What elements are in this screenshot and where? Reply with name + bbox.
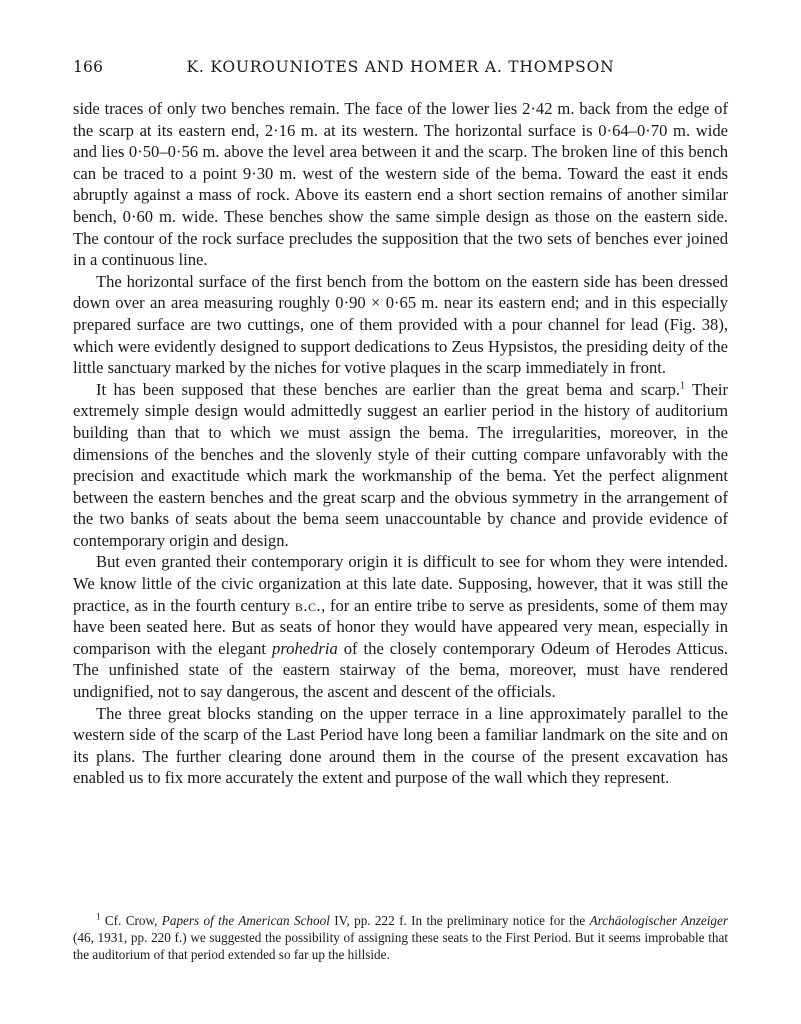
footnote-reference: 1 [680,380,686,392]
bc-abbreviation: b.c. [294,595,322,615]
footnote-text-c: (46, 1931, pp. 220 f.) we suggested the possibility of assigning these seats to the First Period. But it seems improbable that the auditorium of that period extended so far up the hillside. [73,930,728,963]
prohedria-term: prohedria [272,638,338,658]
paragraph-1: side traces of only two benches remain. The face of the lower lies 2·42 m. back from the edge of the scarp at its eastern end, 2·16 m. at its western. The horizontal surface is 0·64–0·70 m. wide and lies 0·50–0·56 m. above the level area between it and the scarp. The broken line of this bench can be traced to a point 9·30 m. west of the western side of the bema. Toward the east it ends abruptly against a mass of rock. Above its eastern end a short section remains of another similar bench, 0·60 m. wide. These benches show the same simple design as those on the eastern side. The contour of the rock surface precludes the supposition that the two sets of benches ever joined in a continuous line. [73,99,728,270]
footnote-mark: 1 [96,911,101,922]
footnote-title-2: Archäologischer Anzeiger [589,913,728,928]
paragraph-4 [73,551,728,702]
footnote-1 [73,912,728,964]
paragraph-4-part-a: But even granted their contemporary origin it is difficult to see for whom they were intended. We know little of the civic organization at this late date. Supposing, however, that it was still the practice, as in the fourth century [73,552,728,615]
paragraph-3-continued: Their extremely simple design would admittedly suggest an earlier period in the history of auditorium building than that to which we must assign the bema. The irregularities, moreover, in the dimensions of the benches and the slovenly style of their cutting compare unfavorably with the precision and exactitude which mark the workmanship of the bema. Yet the perfect alignment between the eastern benches and the great scarp and the obvious symmetry in the arrangement of the two banks of seats about the bema seem unaccountable by chance and provide evidence of contemporary origin and design. [73,379,728,550]
paragraph-3-text: It has been supposed that these benches are earlier than the great bema and scarp. [96,379,681,399]
page-number: 166 [73,58,104,76]
paragraph-2: The horizontal surface of the first bench from the bottom on the eastern side has been dressed down over an area measuring roughly 0·90 × 0·65 m. near its eastern end; and in this especially prepared surface are two cuttings, one of them provided with a pour channel for lead (Fig. 38), which were evidently designed to support dedications to Zeus Hypsistos, the presiding deity of the little sanctuary marked by the niches for votive plaques in the scarp immediately in front. [73,271,728,378]
paragraph-5: The three great blocks standing on the upper terrace in a line approximately parallel to the western side of the scarp of the Last Period have long been a familiar landmark on the site and on its plans. The further clearing done around them in the course of the present excavation has enabled us to fix more accurately the extent and purpose of the wall which they represent. [73,703,728,788]
body-text [73,98,728,789]
paragraph-4-part-b: , for an entire tribe to serve as presidents, some of them may have been seated here. But as seats of honor they would have appeared very mean, especially in comparison with the elegant [73,595,728,658]
paragraph-3 [73,379,728,552]
footnote-text-a: Cf. Crow, [100,913,162,928]
footnote-text-b: IV, pp. 222 f. In the preliminary notice for the [329,913,590,928]
paragraph-4-part-c: of the closely contemporary Odeum of Herodes Atticus. The unfinished state of the eastern stairway of the bema, moreover, must have rendered undignified, not to say dangerous, the ascent and descent of the officials. [73,638,728,702]
footnote-title-1: Papers of the American School [161,913,330,928]
running-title: K. KOUROUNIOTES AND HOMER A. THOMPSON [186,58,615,76]
footnote [73,912,728,964]
